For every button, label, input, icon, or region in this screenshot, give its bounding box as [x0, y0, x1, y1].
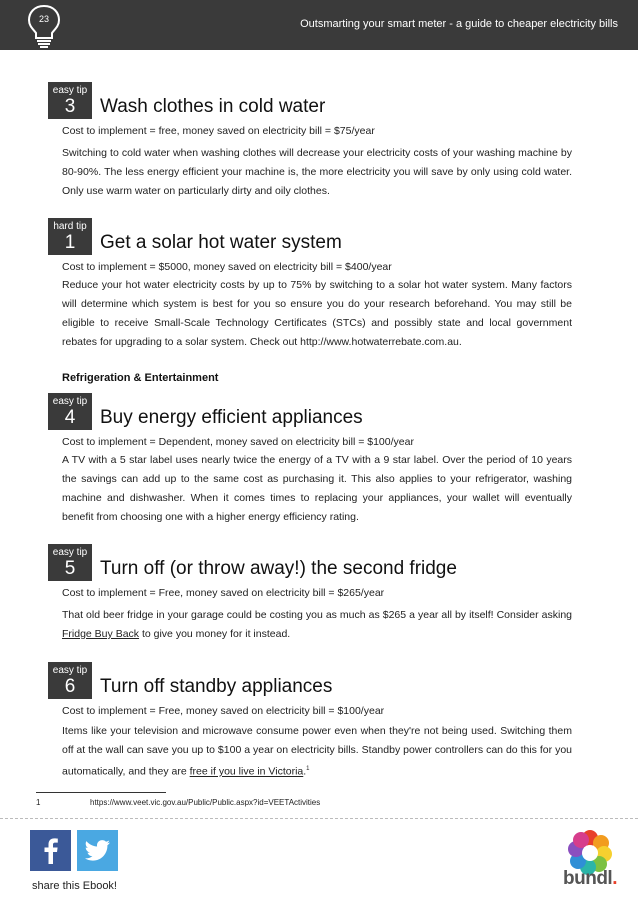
tip-badge: [48, 82, 92, 119]
facebook-icon: [30, 830, 71, 871]
twitter-icon: [77, 830, 118, 871]
tip-number: 4: [64, 407, 76, 428]
tip-cost: Cost to implement = Free, money saved on electricity bill = $265/year: [62, 587, 385, 599]
tip-kind: easy tip: [52, 547, 88, 558]
tip-number: 6: [64, 676, 76, 697]
tip-title: Turn off standby appliances: [100, 676, 333, 697]
tip-kind: easy tip: [52, 665, 88, 676]
footnote-text: https://www.veet.vic.gov.au/Public/Public.aspx?id=VEETActivities: [90, 798, 321, 807]
tip-title: Turn off (or throw away!) the second fridge: [100, 558, 457, 579]
tip-body-text: That old beer fridge in your garage could be costing you as much as $265 a year all by itself! Consider asking: [62, 609, 572, 621]
tip-body: [62, 722, 572, 782]
tip-number: 3: [64, 96, 76, 117]
bundl-brand-dot: .: [612, 868, 617, 889]
tip-title: Wash clothes in cold water: [100, 96, 326, 117]
facebook-share-button[interactable]: [30, 830, 71, 871]
tip-cost: Cost to implement = Free, money saved on electricity bill = $100/year: [62, 705, 385, 717]
lightbulb-icon: [24, 2, 64, 50]
tip-badge: [48, 218, 92, 255]
footnote: [36, 798, 320, 807]
fridge-buy-back-link[interactable]: Fridge Buy Back: [62, 628, 140, 640]
tip-title: Get a solar hot water system: [100, 232, 342, 253]
tip-body-text: Items like your television and microwave consume power even when they're not being used. Switching them off at the wall can save you up to $100 a year on electricity bills. Standby power controllers can do this for you automatically, and they are: [62, 725, 572, 778]
bundl-brand[interactable]: [563, 868, 617, 890]
footer-divider: [0, 818, 638, 819]
footnote-divider: [36, 792, 166, 793]
tip-body: Switching to cold water when washing clothes will decrease your electricity costs of your washing machine by 80-90%. The less energy efficient your machine is, the more electricity you will save by only using cold water. Only use warm water on particularly dirty and oily clothes.: [62, 147, 572, 197]
tip-number: 1: [64, 232, 76, 253]
tip-kind: hard tip: [53, 221, 87, 232]
tip-kind: easy tip: [52, 85, 88, 96]
tip-cost: Cost to implement = $5000, money saved on electricity bill = $400/year: [62, 261, 392, 273]
tip-badge: [48, 662, 92, 699]
tip-badge: [48, 393, 92, 430]
tip-title: Buy energy efficient appliances: [100, 407, 363, 428]
tip-number: 5: [64, 558, 76, 579]
tip-cost: Cost to implement = Dependent, money saved on electricity bill = $100/year: [62, 436, 414, 448]
tip-body: [62, 606, 572, 644]
footnote-ref: 1: [306, 766, 310, 772]
section-title: Refrigeration & Entertainment: [62, 372, 219, 384]
free-victoria-link[interactable]: free if you live in Victoria: [189, 765, 304, 778]
tip-body-text: .: [303, 765, 307, 778]
tip-kind: easy tip: [52, 396, 88, 407]
tip-cost: Cost to implement = free, money saved on electricity bill = $75/year: [62, 125, 375, 137]
footnote-number: 1: [36, 798, 41, 807]
tip-body: Reduce your hot water electricity costs by up to 75% by switching to a solar hot water system. Many factors will determine which system is best for you so ensure you do your research beforehand. You may still be eligible to receive Small-Scale Technology Certificates (STCs) and possibly state and local government rebates for upgrading to a solar system. Check out http://www.hotwaterrebate.com.au.: [62, 279, 572, 348]
document-title: Outsmarting your smart meter - a guide to cheaper electricity bills: [300, 18, 618, 30]
page-header: [0, 0, 638, 50]
share-ebook-label: share this Ebook!: [32, 880, 117, 892]
bundl-brand-name: bundl: [563, 868, 613, 889]
page-number: 23: [38, 14, 49, 24]
tip-body: A TV with a 5 star label uses nearly twice the energy of a TV with a 9 star label. Over the period of 10 years the savings can add up to the same cost as purchasing it. This also applies to your refrigerator, washing machine and dishwasher. When it comes times to replacing your appliances, your wallet will eventually benefit from choosing one with a higher energy efficiency rating.: [62, 454, 572, 523]
tip-badge: [48, 544, 92, 581]
tip-body-text: to give you money for it instead.: [139, 628, 291, 640]
twitter-share-button[interactable]: [77, 830, 118, 871]
